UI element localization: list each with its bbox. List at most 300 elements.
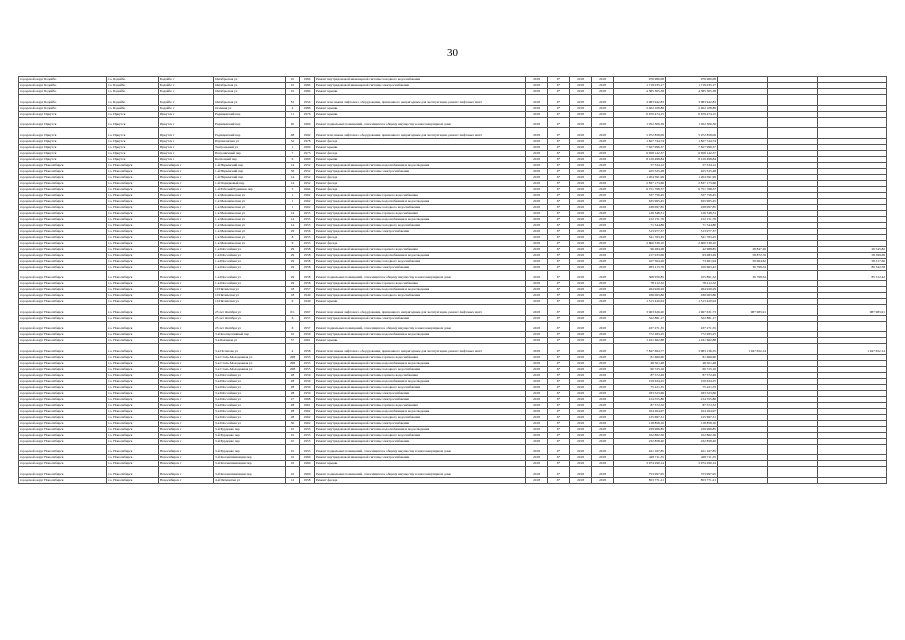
cell-plan-year: 2018: [526, 186, 548, 192]
cell-municipality: городской округ Новосибирск: [19, 216, 107, 222]
cell-budget-1: 58 872,76: [718, 252, 768, 258]
cell-municipality: городской округ Иркутск: [19, 150, 107, 156]
cell-category: 6*: [548, 180, 570, 186]
cell-fund-cost: 2 402 108,89: [666, 105, 718, 111]
cell-work-type: Ремонт фасада: [315, 240, 526, 246]
cell-start-year: 2018: [570, 174, 592, 180]
cell-locality: Новосибирск г: [159, 344, 214, 355]
cell-owner-funds: 86 342,58: [818, 264, 887, 270]
cell-plan-year: 2018: [526, 293, 548, 299]
cell-plan-year: 2018: [526, 246, 548, 252]
cell-house: 5: [286, 186, 300, 192]
cell-municipality: городской округ Новосибирск: [19, 281, 107, 287]
cell-fund-cost: 109 663,42: [666, 264, 718, 270]
cell-municipality: городской округ Новосибирск: [19, 264, 107, 270]
cell-locality: Новосибирск г: [159, 360, 214, 366]
cell-start-year: 2018: [570, 461, 592, 467]
cell-category: 6*: [548, 192, 570, 198]
cell-end-year: 2018: [592, 338, 614, 344]
cell-year-built: 1958: [300, 477, 315, 483]
cell-locality: Новосибирск г: [159, 426, 214, 432]
cell-start-year: 2018: [570, 293, 592, 299]
cell-total-cost: 3 974 290,14: [614, 461, 666, 467]
cell-work-type: Ремонт внутридомовой инженерной системы холодного водоснабжения: [315, 432, 526, 438]
cell-house: 208: [286, 366, 300, 372]
cell-start-year: 2018: [570, 426, 592, 432]
cell-owner-funds: [818, 117, 887, 128]
cell-fund-cost: 75 221,35: [666, 384, 718, 390]
cell-locality: Новосибирск г: [159, 252, 214, 258]
cell-street: Осенняя ул: [214, 105, 286, 111]
cell-work-type: Ремонт внутридомовой инженерной системы горячего водоснабжения: [315, 192, 526, 198]
table-row: [19, 117, 887, 128]
cell-end-year: 2018: [592, 477, 614, 483]
cell-total-cost: 772 283,25: [614, 332, 666, 338]
cell-work-type: Ремонт внутридомовой инженерной системы электроснабжения: [315, 420, 526, 426]
cell-municipality: городской округ Новосибирск: [19, 396, 107, 402]
cell-category: 6*: [548, 228, 570, 234]
cell-category: 6*: [548, 174, 570, 180]
cell-owner-funds: 987 983,91: [818, 305, 887, 316]
cell-work-type: Ремонт фасада: [315, 138, 526, 144]
cell-end-year: 2018: [592, 408, 614, 414]
cell-work-type: Ремонт внутридомовой инженерной системы электроснабжения: [315, 396, 526, 402]
cell-year-built: 1968: [300, 396, 315, 402]
cell-municipality: городской округ Новосибирск: [19, 174, 107, 180]
cell-end-year: 2018: [592, 186, 614, 192]
cell-locality: Бодайбо г: [159, 95, 214, 106]
cell-municipality: городской округ Новосибирск: [19, 305, 107, 316]
cell-owner-funds: 85 312,42: [818, 270, 887, 281]
cell-owner-funds: [818, 467, 887, 478]
cell-locality: Новосибирск г: [159, 287, 214, 293]
cell-year-built: 1990: [300, 144, 315, 150]
cell-start-year: 2018: [570, 299, 592, 305]
cell-municipality: городской округ Новосибирск: [19, 240, 107, 246]
cell-house: 27: [286, 396, 300, 402]
cell-end-year: 2018: [592, 150, 614, 156]
cell-year-built: 1957: [300, 315, 315, 321]
cell-total-cost: 6 658 142,37: [614, 150, 666, 156]
cell-total-cost: 322 881,17: [614, 315, 666, 321]
cell-fund-cost: 635 965,45: [666, 198, 718, 204]
cell-work-type: Ремонт внутридомовой инженерной системы холодного водоснабжения: [315, 366, 526, 372]
cell-plan-year: 2018: [526, 321, 548, 332]
cell-owner-funds: 26 545,82: [818, 246, 887, 252]
cell-category: 6*: [548, 144, 570, 150]
cell-total-cost: 6 751 768,57: [614, 186, 666, 192]
cell-budget-1: [718, 95, 768, 106]
cell-house: 6: [286, 315, 300, 321]
cell-settlement: г.о. Новосибирск: [107, 293, 159, 299]
cell-fund-cost: 428 711,35: [666, 455, 718, 461]
cell-start-year: 2018: [570, 105, 592, 111]
cell-category: 6*: [548, 150, 570, 156]
cell-settlement: г.о. Иркутск: [107, 138, 159, 144]
cell-start-year: 2018: [570, 83, 592, 89]
cell-street: 3-й Бурденко пер: [214, 432, 286, 438]
cell-year-built: 1962: [300, 414, 315, 420]
cell-start-year: 2018: [570, 117, 592, 128]
cell-locality: Иркутск г: [159, 150, 214, 156]
cell-end-year: 2018: [592, 461, 614, 467]
table-row: [19, 128, 887, 139]
cell-settlement: г.о. Новосибирск: [107, 246, 159, 252]
cell-end-year: 2018: [592, 360, 614, 366]
cell-total-cost: 164 264,97: [614, 408, 666, 414]
cell-house: 29: [286, 246, 300, 252]
cell-work-type: Ремонт внутридомовой инженерной системы водоснабжения и водоотведения: [315, 198, 526, 204]
cell-settlement: г.о. Новосибирск: [107, 402, 159, 408]
cell-year-built: 1984: [300, 77, 315, 83]
cell-settlement: г.о. Иркутск: [107, 111, 159, 117]
cell-start-year: 2018: [570, 210, 592, 216]
cell-street: 25 лет Октября ул: [214, 315, 286, 321]
cell-start-year: 2018: [570, 258, 592, 264]
cell-street: 3-я Шоссейная ул: [214, 378, 286, 384]
cell-fund-cost: 42 988,85: [666, 246, 718, 252]
cell-settlement: г.о. Новосибирск: [107, 438, 159, 444]
cell-house: 29: [286, 228, 300, 234]
cell-municipality: городской округ Новосибирск: [19, 414, 107, 420]
cell-end-year: 2018: [592, 111, 614, 117]
cell-category: 6*: [548, 455, 570, 461]
cell-budget-1: [718, 128, 768, 139]
cell-locality: Бодайбо г: [159, 89, 214, 95]
cell-fund-cost: 513 977,37: [666, 228, 718, 234]
cell-year-built: 1961: [300, 402, 315, 408]
cell-settlement: г.о. Новосибирск: [107, 270, 159, 281]
cell-work-type: Ремонт фасада: [315, 186, 526, 192]
cell-settlement: г.о. Новосибирск: [107, 228, 159, 234]
cell-end-year: 2018: [592, 444, 614, 455]
cell-street: 3-я Сталь-Молодежная ул: [214, 354, 286, 360]
cell-start-year: 2018: [570, 192, 592, 198]
cell-start-year: 2018: [570, 186, 592, 192]
cell-work-type: Ремонт внутридомовой инженерной системы электроснабжения: [315, 264, 526, 270]
cell-plan-year: 2018: [526, 111, 548, 117]
cell-fund-cost: 159 634,25: [666, 378, 718, 384]
cell-start-year: 2018: [570, 354, 592, 360]
cell-fund-cost: 4 385 305,38: [666, 89, 718, 95]
cell-street: 3-я Сталь-Молодежная ул: [214, 366, 286, 372]
cell-house: 28: [286, 408, 300, 414]
cell-end-year: 2018: [592, 270, 614, 281]
cell-end-year: 2018: [592, 414, 614, 420]
cell-year-built: 1953: [300, 360, 315, 366]
cell-fund-cost: 437 271,35: [666, 321, 718, 332]
cell-plan-year: 2018: [526, 95, 548, 106]
cell-fund-cost: 2 600 539,10: [666, 240, 718, 246]
cell-settlement: г.о. Новосибирск: [107, 408, 159, 414]
cell-category: 6*: [548, 332, 570, 338]
cell-year-built: 1952: [300, 168, 315, 174]
cell-municipality: городской округ Новосибирск: [19, 258, 107, 264]
cell-plan-year: 2018: [526, 338, 548, 344]
cell-street: 1-й Порядковый пер: [214, 180, 286, 186]
cell-total-cost: 4 385 305,38: [614, 89, 666, 95]
cell-end-year: 2018: [592, 83, 614, 89]
cell-category: 6*: [548, 234, 570, 240]
cell-total-cost: 1 052 306,39: [614, 117, 666, 128]
cell-end-year: 2018: [592, 222, 614, 228]
cell-plan-year: 2018: [526, 315, 548, 321]
cell-year-built: 1962: [300, 420, 315, 426]
cell-total-cost: 1 204 591,99: [614, 174, 666, 180]
cell-category: 6*: [548, 210, 570, 216]
cell-house: 10: [286, 455, 300, 461]
cell-municipality: городской округ Новосибирск: [19, 360, 107, 366]
cell-category: 6*: [548, 438, 570, 444]
cell-municipality: городской округ Новосибирск: [19, 420, 107, 426]
cell-plan-year: 2018: [526, 228, 548, 234]
cell-street: Радищевский пер: [214, 117, 286, 128]
cell-municipality: городской округ Бодайбо: [19, 77, 107, 83]
cell-municipality: городской округ Новосибирск: [19, 228, 107, 234]
page-number: 30: [447, 47, 458, 59]
cell-year-built: 1976: [300, 111, 315, 117]
cell-work-type: Ремонт внутридомовой инженерной системы водоснабжения и водоотведения: [315, 360, 526, 366]
cell-work-type: Ремонт внутридомовой инженерной системы холодного водоснабжения: [315, 204, 526, 210]
cell-category: 6*: [548, 378, 570, 384]
cell-start-year: 2018: [570, 414, 592, 420]
cell-street: 1-я Механическая ул: [214, 198, 286, 204]
cell-street: 25 лет Октября ул: [214, 321, 286, 332]
cell-total-cost: 1 719 035,17: [614, 83, 666, 89]
cell-municipality: городской округ Новосибирск: [19, 246, 107, 252]
cell-category: 6*: [548, 95, 570, 106]
cell-end-year: 2018: [592, 192, 614, 198]
cell-municipality: городской округ Новосибирск: [19, 408, 107, 414]
cell-plan-year: 2018: [526, 128, 548, 139]
cell-street: 1-й Рабочий Рудников пер: [214, 186, 286, 192]
cell-house: 14: [286, 180, 300, 186]
cell-municipality: городской округ Бодайбо: [19, 105, 107, 111]
cell-total-cost: 78 212,32: [614, 281, 666, 287]
cell-plan-year: 2018: [526, 467, 548, 478]
cell-street: 1-я Механическая ул: [214, 222, 286, 228]
cell-work-type: Ремонт подвальных помещений, относящихся к общему имуществу в многоквартирном доме: [315, 270, 526, 281]
cell-year-built: 1949: [300, 299, 315, 305]
cell-house: 4: [286, 344, 300, 355]
cell-work-type: Ремонт внутридомовой инженерной системы водоснабжения и водоотведения: [315, 408, 526, 414]
cell-budget-2: [768, 270, 818, 281]
cell-municipality: городской округ Бодайбо: [19, 95, 107, 106]
cell-work-type: Ремонт крыши: [315, 105, 526, 111]
cell-year-built: 1953: [300, 432, 315, 438]
cell-fund-cost: 1 513 420,04: [666, 299, 718, 305]
cell-year-built: 1952: [300, 174, 315, 180]
cell-settlement: г.о. Новосибирск: [107, 210, 159, 216]
cell-plan-year: 2018: [526, 216, 548, 222]
cell-total-cost: 2 402 108,89: [614, 105, 666, 111]
cell-plan-year: 2018: [526, 366, 548, 372]
cell-total-cost: 368 050,85: [614, 270, 666, 281]
cell-work-type: Ремонт внутридомовой инженерной системы горячего водоснабжения: [315, 210, 526, 216]
cell-category: 6*: [548, 287, 570, 293]
cell-category: 6*: [548, 216, 570, 222]
cell-plan-year: 2018: [526, 222, 548, 228]
cell-municipality: городской округ Новосибирск: [19, 467, 107, 478]
cell-house: 5а: [286, 138, 300, 144]
cell-plan-year: 2018: [526, 281, 548, 287]
cell-work-type: Ремонт или замена лифтового оборудования, признанного непригодным для эксплуатации, ремонт лифтовых шахт: [315, 95, 526, 106]
cell-street: 1-я Механическая ул: [214, 210, 286, 216]
cell-fund-cost: 772 283,25: [666, 332, 718, 338]
cell-fund-cost: 264 929,29: [666, 287, 718, 293]
cell-budget-1: [718, 444, 768, 455]
cell-total-cost: 159 634,25: [614, 378, 666, 384]
cell-end-year: 2018: [592, 402, 614, 408]
cell-end-year: 2018: [592, 344, 614, 355]
cell-fund-cost: 1 204 591,99: [666, 174, 718, 180]
cell-house: 10: [286, 461, 300, 467]
cell-start-year: 2018: [570, 95, 592, 106]
cell-total-cost: 186 063,86: [614, 293, 666, 299]
cell-municipality: городской округ Бодайбо: [19, 89, 107, 95]
cell-category: 6*: [548, 89, 570, 95]
cell-plan-year: 2018: [526, 192, 548, 198]
cell-locality: Новосибирск г: [159, 396, 214, 402]
cell-budget-2: [768, 344, 818, 355]
cell-fund-cost: 126 348,31: [666, 210, 718, 216]
cell-category: 6*: [548, 426, 570, 432]
cell-end-year: 2018: [592, 210, 614, 216]
cell-house: 14: [286, 174, 300, 180]
cell-house: 10: [286, 89, 300, 95]
cell-settlement: г.о. Новосибирск: [107, 287, 159, 293]
cell-start-year: 2018: [570, 432, 592, 438]
cell-total-cost: 264 929,29: [614, 287, 666, 293]
cell-year-built: 1958: [300, 252, 315, 258]
table-row: [19, 467, 887, 478]
cell-year-built: 1959: [300, 332, 315, 338]
cell-street: 3-я Шоссейная ул: [214, 372, 286, 378]
cell-settlement: г.о. Иркутск: [107, 117, 159, 128]
cell-street: Партизанская ул: [214, 138, 286, 144]
cell-plan-year: 2018: [526, 432, 548, 438]
cell-house: 9: [286, 299, 300, 305]
cell-fund-cost: 337 756,45: [666, 192, 718, 198]
cell-street: 1-я Шоссейная ул: [214, 252, 286, 258]
cell-plan-year: 2018: [526, 461, 548, 467]
cell-year-built: 1984: [300, 89, 315, 95]
cell-municipality: городской округ Новосибирск: [19, 287, 107, 293]
cell-total-cost: 438 097,85: [614, 204, 666, 210]
cell-start-year: 2018: [570, 281, 592, 287]
cell-plan-year: 2018: [526, 402, 548, 408]
cell-year-built: 1992: [300, 128, 315, 139]
cell-locality: Новосибирск г: [159, 180, 214, 186]
cell-locality: Новосибирск г: [159, 198, 214, 204]
cell-start-year: 2018: [570, 321, 592, 332]
cell-street: 1-й Нарымский пер: [214, 174, 286, 180]
cell-start-year: 2018: [570, 338, 592, 344]
cell-year-built: 1952: [300, 162, 315, 168]
cell-settlement: г.о. Иркутск: [107, 150, 159, 156]
cell-locality: Новосибирск г: [159, 338, 214, 344]
cell-house: 208: [286, 360, 300, 366]
cell-street: 1-я Механическая ул: [214, 216, 286, 222]
cell-year-built: 1957: [300, 287, 315, 293]
cell-work-type: Ремонт внутридомовой инженерной системы горячего водоснабжения: [315, 281, 526, 287]
cell-municipality: городской округ Новосибирск: [19, 332, 107, 338]
cell-work-type: Ремонт внутридомовой инженерной системы электроснабжения: [315, 390, 526, 396]
cell-street: Радищевский пер: [214, 111, 286, 117]
cell-plan-year: 2018: [526, 252, 548, 258]
repair-program-table: [18, 76, 887, 484]
cell-locality: Новосибирск г: [159, 210, 214, 216]
cell-start-year: 2018: [570, 162, 592, 168]
cell-plan-year: 2018: [526, 332, 548, 338]
cell-category: 6*: [548, 477, 570, 483]
cell-category: 6*: [548, 186, 570, 192]
cell-fund-cost: 1 827 744,74: [666, 138, 718, 144]
cell-locality: Новосибирск г: [159, 258, 214, 264]
cell-year-built: 1957: [300, 321, 315, 332]
cell-locality: Новосибирск г: [159, 438, 214, 444]
cell-end-year: 2018: [592, 321, 614, 332]
cell-street: Октябрьская ул: [214, 95, 286, 106]
cell-category: 6*: [548, 258, 570, 264]
cell-year-built: 1990: [300, 156, 315, 162]
cell-end-year: 2018: [592, 455, 614, 461]
cell-street: 1-й Нарымский пер: [214, 168, 286, 174]
cell-house: 10: [286, 77, 300, 83]
cell-municipality: городской округ Новосибирск: [19, 234, 107, 240]
cell-end-year: 2018: [592, 216, 614, 222]
cell-fund-cost: 48 501,48: [666, 360, 718, 366]
cell-start-year: 2018: [570, 408, 592, 414]
cell-municipality: городской округ Новосибирск: [19, 198, 107, 204]
cell-settlement: г.о. Новосибирск: [107, 240, 159, 246]
cell-end-year: 2018: [592, 384, 614, 390]
cell-settlement: г.о. Новосибирск: [107, 432, 159, 438]
cell-budget-1: [718, 321, 768, 332]
cell-plan-year: 2018: [526, 198, 548, 204]
cell-start-year: 2018: [570, 264, 592, 270]
cell-start-year: 2018: [570, 455, 592, 461]
cell-municipality: городской округ Новосибирск: [19, 438, 107, 444]
cell-settlement: г.о. Новосибирск: [107, 455, 159, 461]
cell-locality: Новосибирск г: [159, 461, 214, 467]
cell-owner-funds: 58 399,69: [818, 252, 887, 258]
cell-work-type: Ремонт подвальных помещений, относящихся к общему имуществу в многоквартирном доме: [315, 321, 526, 332]
cell-total-cost: 3 963 626,20: [614, 305, 666, 316]
cell-plan-year: 2018: [526, 360, 548, 366]
cell-settlement: г.о. Новосибирск: [107, 332, 159, 338]
cell-house: 29: [286, 281, 300, 287]
cell-fund-cost: 541 763,45: [666, 234, 718, 240]
cell-total-cost: 853 771,21: [614, 477, 666, 483]
cell-municipality: городской округ Новосибирск: [19, 354, 107, 360]
cell-budget-2: [768, 305, 818, 316]
cell-settlement: г.о. Новосибирск: [107, 396, 159, 402]
cell-street: Октябрьская ул: [214, 83, 286, 89]
cell-total-cost: 87 572,49: [614, 372, 666, 378]
cell-category: 6*: [548, 384, 570, 390]
cell-street: 1-я Шоссейная ул: [214, 246, 286, 252]
cell-category: 6*: [548, 222, 570, 228]
cell-start-year: 2018: [570, 77, 592, 83]
cell-house: 28: [286, 372, 300, 378]
cell-street: 3-й Коллективизации пер: [214, 461, 286, 467]
cell-municipality: городской округ Новосибирск: [19, 444, 107, 455]
cell-fund-cost: 183 523,66: [666, 390, 718, 396]
cell-work-type: Ремонт фасада: [315, 174, 526, 180]
cell-plan-year: 2018: [526, 138, 548, 144]
cell-start-year: 2018: [570, 240, 592, 246]
